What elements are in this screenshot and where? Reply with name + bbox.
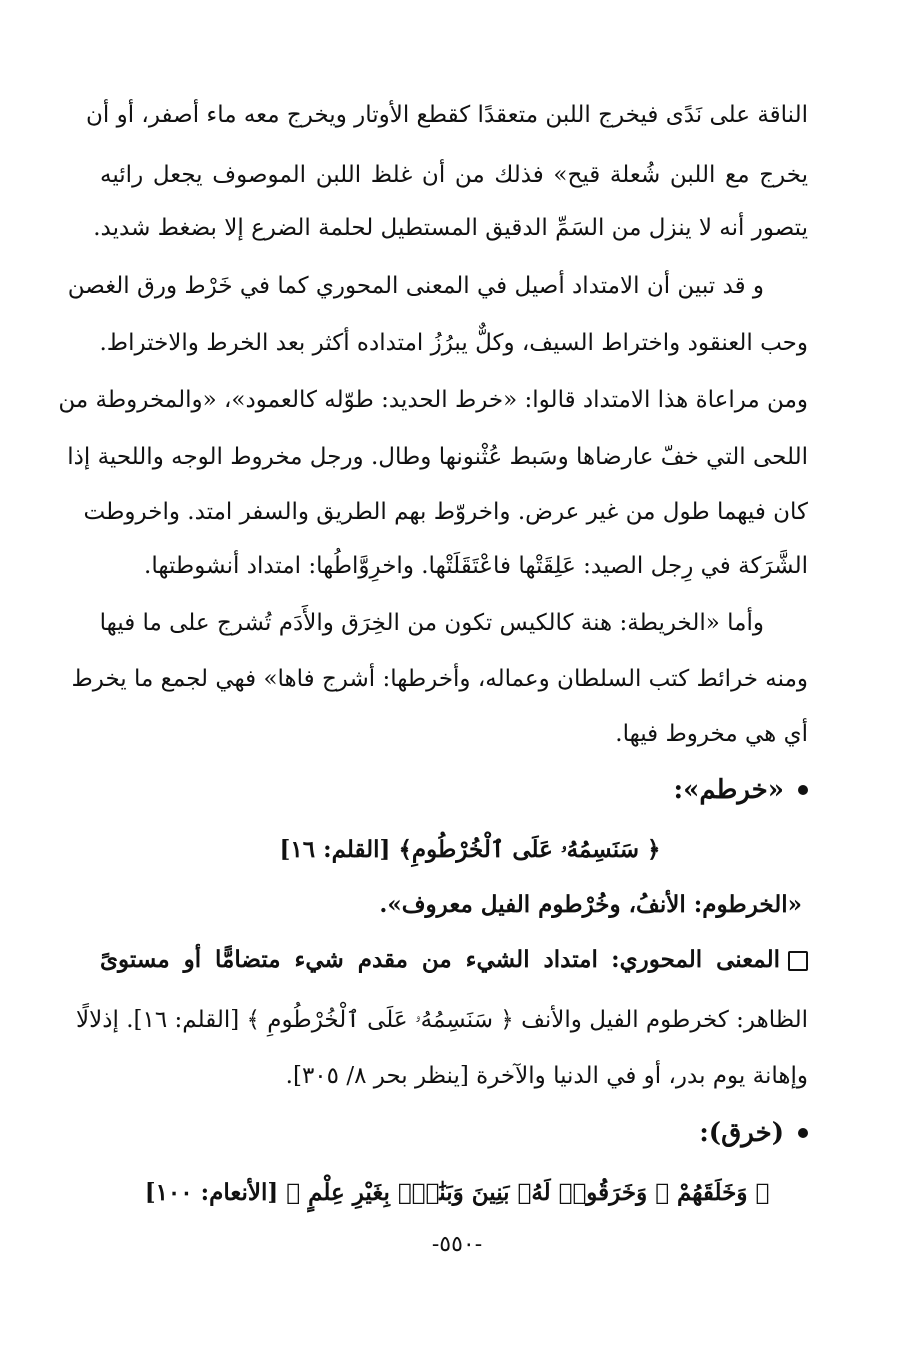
meaning-line: [100, 940, 808, 980]
text-line: و قد تبين أن الامتداد أصيل في المعنى المحوري كما في خَرْط ورق الغصن: [67, 273, 764, 299]
entry-heading-text: (خرق):: [699, 1118, 784, 1148]
entry-heading: [673, 770, 808, 810]
meaning-text: امتداد الشيء من مقدم شيء متضامًّا أو مستوىً: [100, 946, 598, 973]
quran-verse: ﴿ سَنَسِمُهُۥ عَلَى ٱلْخُرْطُومِ﴾ [القلم: ١٦]: [279, 836, 661, 863]
text-line: الظاهر: كخرطوم الفيل والأنف ﴿ سَنَسِمُهُۥ عَلَى ٱلْخُرْطُومِ ﴾ [القلم: ١٦]. إذلالًا: [76, 1007, 808, 1033]
text-line: أي هي مخروط فيها.: [615, 721, 808, 747]
bullet-icon: [798, 1128, 808, 1138]
quran-verse: ﴿ وَخَلَقَهُمْ ۖ وَخَرَقُوا۟ لَهُۥ بَنِينَ وَبَنَٰتٍۭ بِغَيْرِ عِلْمٍ ﴾ [الأنعام: ١٠٠]: [144, 1179, 770, 1206]
text-line: كان فيهما طول من غير عرض. واخروّط بهم الطريق والسفر امتد. واخروطت: [83, 499, 808, 525]
bullet-icon: [798, 785, 808, 795]
text-line: وأما «الخريطة: هنة كالكيس تكون من الخِرَق والأَدَم تُشرج على ما فيها: [99, 610, 764, 636]
text-line: يخرج مع اللبن شُعلة قيح» فذلك من أن غلظ اللبن الموصوف يجعل رائيه: [100, 162, 808, 188]
text-line: الشَّرَكة في رِجل الصيد: عَلِقَتْها فاعْتَقَلَتْها. واخرِوَّاطُها: امتداد أنشوطتها.: [144, 553, 808, 579]
meaning-label: المعنى المحوري:: [611, 946, 781, 973]
entry-heading-text: «خرطم»:: [673, 775, 784, 805]
page-number: -٥٥٠-: [431, 1232, 483, 1257]
text-line: ومنه خرائط كتب السلطان وعماله، وأخرطها: أشرج فاها» فهي لجمع ما يخرط: [71, 666, 808, 692]
entry-heading: [699, 1113, 808, 1153]
text-line: الناقة على نَدًى فيخرج اللبن متعقدًا كقطع الأوتار ويخرج معه ماء أصفر، أو أن: [86, 102, 808, 128]
text-line: اللحى التي خفّ عارضاها وسَبط عُثْنونها وطال. ورجل مخروط الوجه واللحية إذا: [67, 444, 808, 470]
square-bullet-icon: [788, 951, 808, 971]
text-line: وحب العنقود واختراط السيف، وكلٌّ يبرُزُ امتداده أكثر بعد الخرط والاختراط.: [99, 330, 808, 356]
definition-line: «الخرطوم: الأنفُ، وخُرْطوم الفيل معروف».: [379, 891, 802, 918]
text-line: يتصور أنه لا ينزل من السَمِّ الدقيق المستطيل لحلمة الضرع إلا بضغط شديد.: [93, 215, 808, 241]
text-line: ومن مراعاة هذا الامتداد قالوا: «خرط الحديد: طوّله كالعمود»، «والمخروطة من: [58, 387, 808, 413]
text-line: وإهانة يوم بدر، أو في الدنيا والآخرة [ينظر بحر ٨/ ٣٠٥].: [285, 1063, 808, 1089]
